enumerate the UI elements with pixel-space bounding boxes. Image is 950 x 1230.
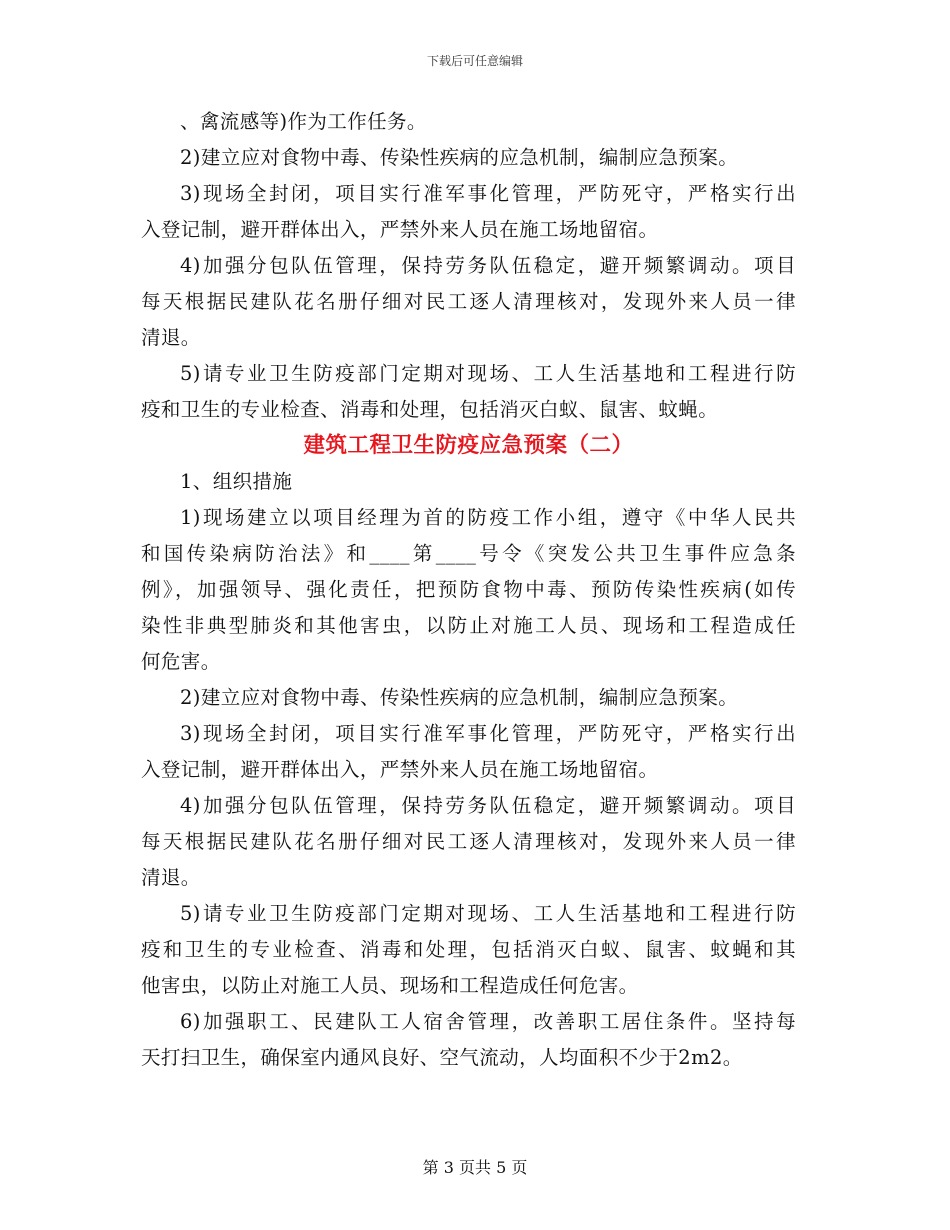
- paragraph-line: 3)现场全封闭，项目实行准军事化管理，严防死守，严格实行出: [180, 182, 796, 205]
- paragraph-line: 1)现场建立以项目经理为首的防疫工作小组，遵守《中华人民共: [180, 506, 796, 529]
- paragraph-line: 6)加强职工、民建队工人宿舍管理，改善职工居住条件。坚持每: [180, 1010, 796, 1033]
- paragraph-line: 疫和卫生的专业检查、消毒和处理，包括消灭白蚁、鼠害、蚊蝇和其: [141, 938, 796, 961]
- paragraph-line: 3)现场全封闭，项目实行准军事化管理，严防死守，严格实行出: [180, 722, 796, 745]
- paragraph-line: 清退。: [141, 326, 201, 349]
- paragraph-line: 入登记制，避开群体出入，严禁外来人员在施工场地留宿。: [141, 758, 659, 781]
- paragraph-line: 清退。: [141, 866, 201, 889]
- section-title: 建筑工程卫生防疫应急预案（二）: [303, 433, 634, 458]
- paragraph-line: 和国传染病防治法》和____第____号令《突发公共卫生事件应急条: [141, 542, 796, 565]
- paragraph-line: 4)加强分包队伍管理，保持劳务队伍稳定，避开频繁调动。项目: [180, 794, 796, 817]
- paragraph-line: 染性非典型肺炎和其他害虫，以防止对施工人员、现场和工程造成任: [141, 614, 796, 637]
- paragraph-line: 例》，加强领导、强化责任，把预防食物中毒、预防传染性疾病(如传: [141, 578, 796, 601]
- paragraph-line: 4)加强分包队伍管理，保持劳务队伍稳定，避开频繁调动。项目: [180, 254, 796, 277]
- paragraph-line: 、禽流感等)作为工作任务。: [180, 110, 427, 133]
- paragraph-line: 2)建立应对食物中毒、传染性疾病的应急机制，编制应急预案。: [180, 146, 739, 169]
- paragraph-line: 他害虫，以防止对施工人员、现场和工程造成任何危害。: [141, 974, 639, 997]
- paragraph-line: 每天根据民建队花名册仔细对民工逐人清理核对，发现外来人员一律: [141, 830, 796, 853]
- paragraph-line: 疫和卫生的专业检查、消毒和处理，包括消灭白蚁、鼠害、蚊蝇。: [141, 398, 719, 421]
- page-header: 下载后可任意编辑: [426, 54, 523, 68]
- section-subheading: 1、组织措施: [180, 470, 293, 493]
- paragraph-line: 每天根据民建队花名册仔细对民工逐人清理核对，发现外来人员一律: [141, 290, 796, 313]
- document-body: [141, 104, 796, 1076]
- paragraph-line: 2)建立应对食物中毒、传染性疾病的应急机制，编制应急预案。: [180, 686, 739, 709]
- paragraph-line: 入登记制，避开群体出入，严禁外来人员在施工场地留宿。: [141, 218, 659, 241]
- paragraph-line: 5)请专业卫生防疫部门定期对现场、工人生活基地和工程进行防: [180, 362, 796, 385]
- paragraph-line: 5)请专业卫生防疫部门定期对现场、工人生活基地和工程进行防: [180, 902, 796, 925]
- paragraph-line: 天打扫卫生，确保室内通风良好、空气流动，人均面积不少于2m2。: [141, 1046, 743, 1069]
- page-number: 第 3 页共 5 页: [422, 1158, 528, 1177]
- paragraph-line: 何危害。: [141, 650, 221, 673]
